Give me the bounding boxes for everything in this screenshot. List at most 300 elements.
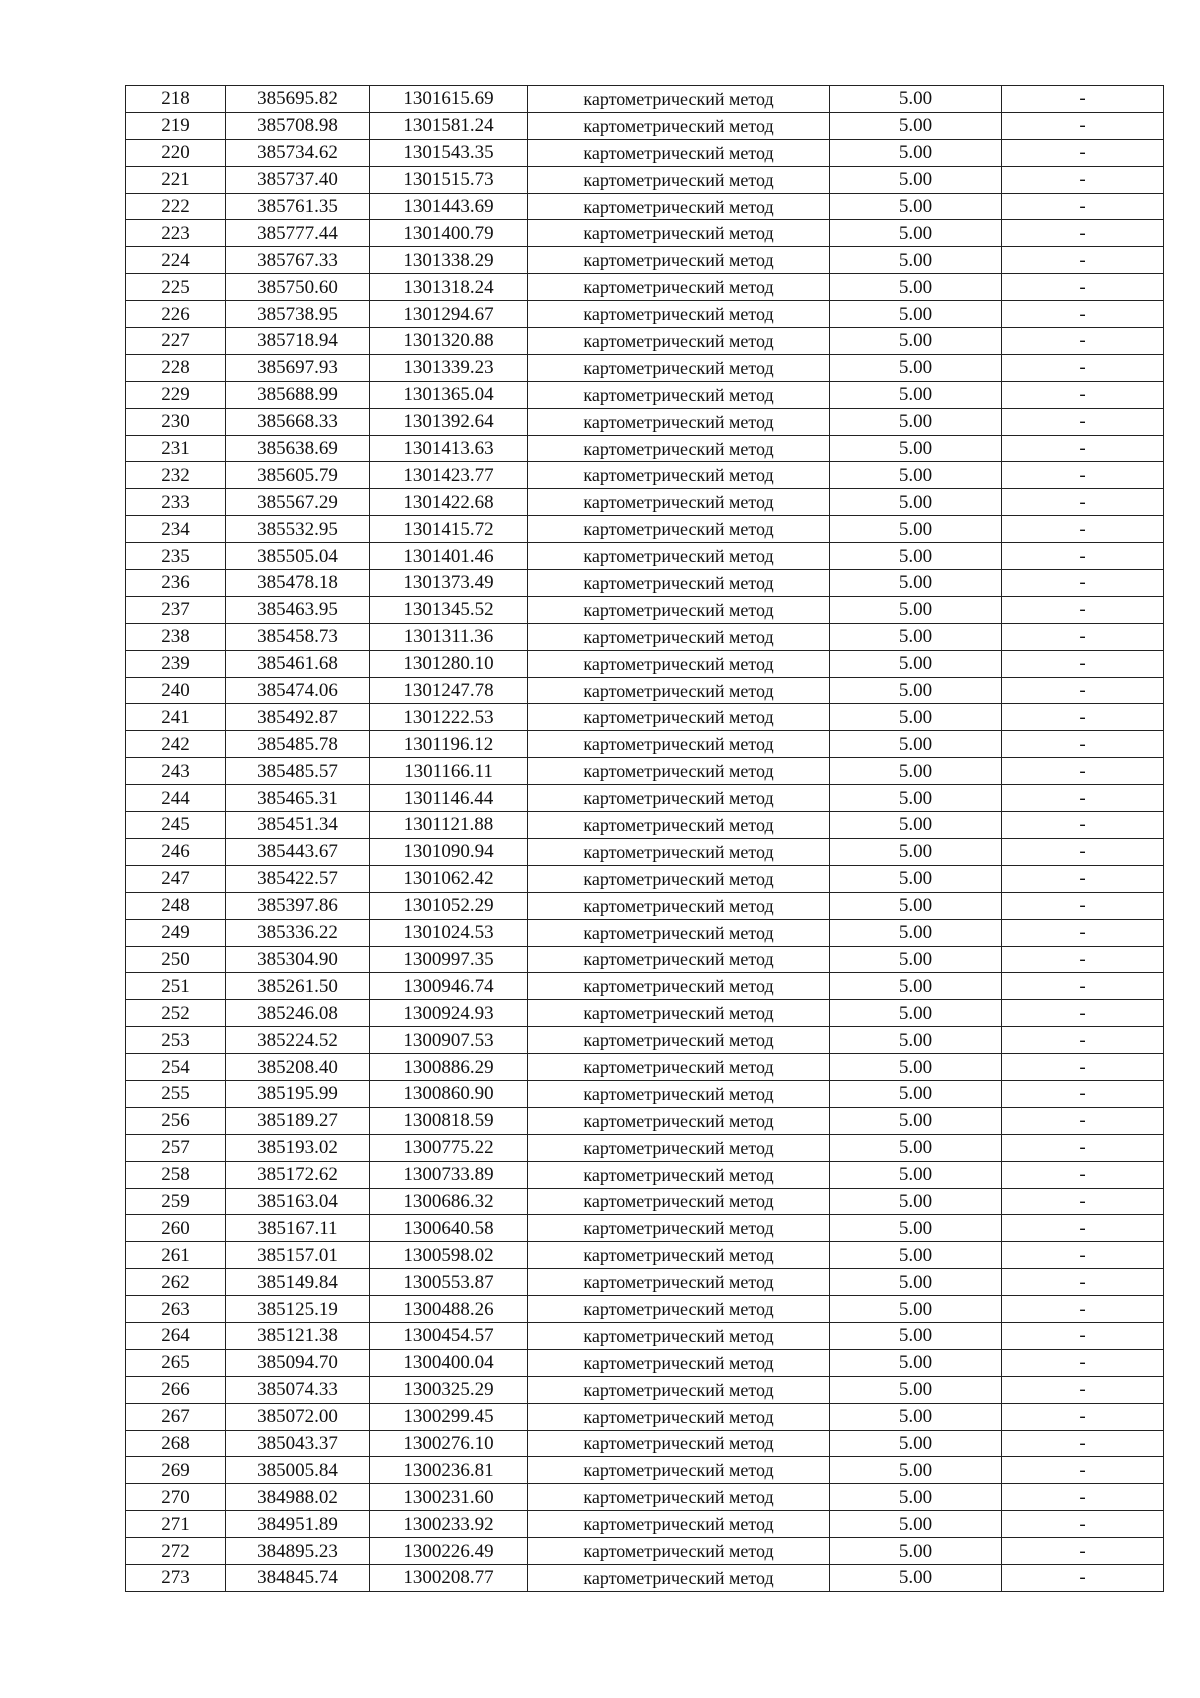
point-number-cell: 272 <box>126 1538 226 1565</box>
y-coordinate-cell: 1301311.36 <box>370 623 528 650</box>
y-coordinate-cell: 1301320.88 <box>370 328 528 355</box>
method-cell: картометрический метод <box>528 1269 830 1296</box>
accuracy-cell: 5.00 <box>830 1054 1002 1081</box>
table-row <box>126 1349 1164 1376</box>
point-number-cell: 253 <box>126 1027 226 1054</box>
x-coordinate-cell: 385505.04 <box>226 543 370 570</box>
x-coordinate-cell: 385478.18 <box>226 570 370 597</box>
y-coordinate-cell: 1300640.58 <box>370 1215 528 1242</box>
table-row <box>126 758 1164 785</box>
point-number-cell: 248 <box>126 892 226 919</box>
y-coordinate-cell: 1301422.68 <box>370 489 528 516</box>
table-row <box>126 1000 1164 1027</box>
note-cell: - <box>1002 301 1164 328</box>
table-row <box>126 865 1164 892</box>
table-row <box>126 247 1164 274</box>
y-coordinate-cell: 1300454.57 <box>370 1322 528 1349</box>
note-cell: - <box>1002 1430 1164 1457</box>
accuracy-cell: 5.00 <box>830 1349 1002 1376</box>
point-number-cell: 266 <box>126 1376 226 1403</box>
x-coordinate-cell: 385304.90 <box>226 946 370 973</box>
x-coordinate-cell: 385074.33 <box>226 1376 370 1403</box>
table-row <box>126 543 1164 570</box>
table-row <box>126 570 1164 597</box>
x-coordinate-cell: 385336.22 <box>226 919 370 946</box>
method-cell: картометрический метод <box>528 1242 830 1269</box>
accuracy-cell: 5.00 <box>830 1242 1002 1269</box>
method-cell: картометрический метод <box>528 1376 830 1403</box>
table-row <box>126 1188 1164 1215</box>
method-cell: картометрический метод <box>528 1161 830 1188</box>
y-coordinate-cell: 1301345.52 <box>370 596 528 623</box>
x-coordinate-cell: 385485.57 <box>226 758 370 785</box>
note-cell: - <box>1002 1511 1164 1538</box>
accuracy-cell: 5.00 <box>830 623 1002 650</box>
x-coordinate-cell: 385718.94 <box>226 328 370 355</box>
method-cell: картометрический метод <box>528 408 830 435</box>
table-row <box>126 408 1164 435</box>
x-coordinate-cell: 385157.01 <box>226 1242 370 1269</box>
note-cell: - <box>1002 677 1164 704</box>
x-coordinate-cell: 385638.69 <box>226 435 370 462</box>
method-cell: картометрический метод <box>528 785 830 812</box>
x-coordinate-cell: 385668.33 <box>226 408 370 435</box>
y-coordinate-cell: 1301365.04 <box>370 381 528 408</box>
x-coordinate-cell: 385072.00 <box>226 1403 370 1430</box>
point-number-cell: 252 <box>126 1000 226 1027</box>
point-number-cell: 232 <box>126 462 226 489</box>
accuracy-cell: 5.00 <box>830 1430 1002 1457</box>
table-row <box>126 973 1164 1000</box>
point-number-cell: 254 <box>126 1054 226 1081</box>
method-cell: картометрический метод <box>528 758 830 785</box>
method-cell: картометрический метод <box>528 301 830 328</box>
table-row <box>126 1564 1164 1591</box>
note-cell: - <box>1002 489 1164 516</box>
y-coordinate-cell: 1300860.90 <box>370 1080 528 1107</box>
method-cell: картометрический метод <box>528 543 830 570</box>
accuracy-cell: 5.00 <box>830 1269 1002 1296</box>
x-coordinate-cell: 385738.95 <box>226 301 370 328</box>
x-coordinate-cell: 384988.02 <box>226 1484 370 1511</box>
y-coordinate-cell: 1300733.89 <box>370 1161 528 1188</box>
point-number-cell: 219 <box>126 112 226 139</box>
method-cell: картометрический метод <box>528 1484 830 1511</box>
x-coordinate-cell: 385167.11 <box>226 1215 370 1242</box>
point-number-cell: 230 <box>126 408 226 435</box>
note-cell: - <box>1002 1538 1164 1565</box>
y-coordinate-cell: 1301222.53 <box>370 704 528 731</box>
table-row <box>126 1322 1164 1349</box>
note-cell: - <box>1002 1269 1164 1296</box>
point-number-cell: 231 <box>126 435 226 462</box>
note-cell: - <box>1002 435 1164 462</box>
method-cell: картометрический метод <box>528 193 830 220</box>
note-cell: - <box>1002 1322 1164 1349</box>
accuracy-cell: 5.00 <box>830 919 1002 946</box>
table-row <box>126 1027 1164 1054</box>
accuracy-cell: 5.00 <box>830 193 1002 220</box>
y-coordinate-cell: 1300997.35 <box>370 946 528 973</box>
point-number-cell: 249 <box>126 919 226 946</box>
y-coordinate-cell: 1301415.72 <box>370 516 528 543</box>
y-coordinate-cell: 1301615.69 <box>370 86 528 113</box>
note-cell: - <box>1002 381 1164 408</box>
method-cell: картометрический метод <box>528 1027 830 1054</box>
method-cell: картометрический метод <box>528 596 830 623</box>
x-coordinate-cell: 385532.95 <box>226 516 370 543</box>
table-row <box>126 596 1164 623</box>
y-coordinate-cell: 1300946.74 <box>370 973 528 1000</box>
table-row <box>126 1403 1164 1430</box>
table-row <box>126 677 1164 704</box>
accuracy-cell: 5.00 <box>830 435 1002 462</box>
accuracy-cell: 5.00 <box>830 758 1002 785</box>
point-number-cell: 218 <box>126 86 226 113</box>
method-cell: картометрический метод <box>528 247 830 274</box>
x-coordinate-cell: 385567.29 <box>226 489 370 516</box>
point-number-cell: 270 <box>126 1484 226 1511</box>
accuracy-cell: 5.00 <box>830 381 1002 408</box>
x-coordinate-cell: 385605.79 <box>226 462 370 489</box>
x-coordinate-cell: 385125.19 <box>226 1296 370 1323</box>
y-coordinate-cell: 1300886.29 <box>370 1054 528 1081</box>
point-number-cell: 246 <box>126 838 226 865</box>
x-coordinate-cell: 385461.68 <box>226 650 370 677</box>
note-cell: - <box>1002 812 1164 839</box>
x-coordinate-cell: 385422.57 <box>226 865 370 892</box>
accuracy-cell: 5.00 <box>830 973 1002 1000</box>
x-coordinate-cell: 385695.82 <box>226 86 370 113</box>
table-row <box>126 220 1164 247</box>
x-coordinate-cell: 385443.67 <box>226 838 370 865</box>
note-cell: - <box>1002 919 1164 946</box>
x-coordinate-cell: 385172.62 <box>226 1161 370 1188</box>
y-coordinate-cell: 1300924.93 <box>370 1000 528 1027</box>
accuracy-cell: 5.00 <box>830 516 1002 543</box>
y-coordinate-cell: 1301062.42 <box>370 865 528 892</box>
note-cell: - <box>1002 543 1164 570</box>
y-coordinate-cell: 1300276.10 <box>370 1430 528 1457</box>
note-cell: - <box>1002 892 1164 919</box>
method-cell: картометрический метод <box>528 1349 830 1376</box>
y-coordinate-cell: 1300233.92 <box>370 1511 528 1538</box>
note-cell: - <box>1002 973 1164 1000</box>
x-coordinate-cell: 385043.37 <box>226 1430 370 1457</box>
y-coordinate-cell: 1301196.12 <box>370 731 528 758</box>
method-cell: картометрический метод <box>528 1296 830 1323</box>
y-coordinate-cell: 1300226.49 <box>370 1538 528 1565</box>
y-coordinate-cell: 1301338.29 <box>370 247 528 274</box>
table-row <box>126 650 1164 677</box>
accuracy-cell: 5.00 <box>830 247 1002 274</box>
method-cell: картометрический метод <box>528 704 830 731</box>
method-cell: картометрический метод <box>528 1457 830 1484</box>
accuracy-cell: 5.00 <box>830 785 1002 812</box>
accuracy-cell: 5.00 <box>830 865 1002 892</box>
table-row <box>126 462 1164 489</box>
y-coordinate-cell: 1301392.64 <box>370 408 528 435</box>
method-cell: картометрический метод <box>528 812 830 839</box>
method-cell: картометрический метод <box>528 1564 830 1591</box>
point-number-cell: 271 <box>126 1511 226 1538</box>
x-coordinate-cell: 384951.89 <box>226 1511 370 1538</box>
note-cell: - <box>1002 193 1164 220</box>
note-cell: - <box>1002 462 1164 489</box>
y-coordinate-cell: 1301413.63 <box>370 435 528 462</box>
table-row <box>126 1269 1164 1296</box>
x-coordinate-cell: 385193.02 <box>226 1134 370 1161</box>
y-coordinate-cell: 1301401.46 <box>370 543 528 570</box>
method-cell: картометрический метод <box>528 650 830 677</box>
method-cell: картометрический метод <box>528 274 830 301</box>
point-number-cell: 236 <box>126 570 226 597</box>
point-number-cell: 247 <box>126 865 226 892</box>
point-number-cell: 267 <box>126 1403 226 1430</box>
x-coordinate-cell: 385485.78 <box>226 731 370 758</box>
method-cell: картометрический метод <box>528 220 830 247</box>
table-row <box>126 193 1164 220</box>
table-row <box>126 86 1164 113</box>
x-coordinate-cell: 385767.33 <box>226 247 370 274</box>
table-row <box>126 1161 1164 1188</box>
note-cell: - <box>1002 1054 1164 1081</box>
y-coordinate-cell: 1301146.44 <box>370 785 528 812</box>
table-row <box>126 139 1164 166</box>
accuracy-cell: 5.00 <box>830 1000 1002 1027</box>
x-coordinate-cell: 385492.87 <box>226 704 370 731</box>
point-number-cell: 228 <box>126 354 226 381</box>
point-number-cell: 269 <box>126 1457 226 1484</box>
y-coordinate-cell: 1301373.49 <box>370 570 528 597</box>
method-cell: картометрический метод <box>528 112 830 139</box>
method-cell: картометрический метод <box>528 1107 830 1134</box>
y-coordinate-cell: 1300236.81 <box>370 1457 528 1484</box>
table-row <box>126 112 1164 139</box>
x-coordinate-cell: 385094.70 <box>226 1349 370 1376</box>
point-number-cell: 264 <box>126 1322 226 1349</box>
note-cell: - <box>1002 328 1164 355</box>
table-row <box>126 785 1164 812</box>
x-coordinate-cell: 385246.08 <box>226 1000 370 1027</box>
table-row <box>126 1511 1164 1538</box>
table-row <box>126 1376 1164 1403</box>
point-number-cell: 222 <box>126 193 226 220</box>
method-cell: картометрический метод <box>528 946 830 973</box>
method-cell: картометрический метод <box>528 1322 830 1349</box>
table-row <box>126 516 1164 543</box>
table-row <box>126 166 1164 193</box>
table-row <box>126 489 1164 516</box>
table-row <box>126 354 1164 381</box>
point-number-cell: 229 <box>126 381 226 408</box>
method-cell: картометрический метод <box>528 865 830 892</box>
point-number-cell: 241 <box>126 704 226 731</box>
method-cell: картометрический метод <box>528 435 830 462</box>
method-cell: картометрический метод <box>528 838 830 865</box>
accuracy-cell: 5.00 <box>830 1376 1002 1403</box>
note-cell: - <box>1002 1188 1164 1215</box>
accuracy-cell: 5.00 <box>830 354 1002 381</box>
note-cell: - <box>1002 1296 1164 1323</box>
accuracy-cell: 5.00 <box>830 731 1002 758</box>
method-cell: картометрический метод <box>528 516 830 543</box>
y-coordinate-cell: 1300775.22 <box>370 1134 528 1161</box>
method-cell: картометрический метод <box>528 973 830 1000</box>
note-cell: - <box>1002 731 1164 758</box>
note-cell: - <box>1002 570 1164 597</box>
point-number-cell: 262 <box>126 1269 226 1296</box>
note-cell: - <box>1002 1484 1164 1511</box>
accuracy-cell: 5.00 <box>830 1188 1002 1215</box>
x-coordinate-cell: 385697.93 <box>226 354 370 381</box>
y-coordinate-cell: 1301294.67 <box>370 301 528 328</box>
point-number-cell: 268 <box>126 1430 226 1457</box>
point-number-cell: 255 <box>126 1080 226 1107</box>
x-coordinate-cell: 384845.74 <box>226 1564 370 1591</box>
method-cell: картометрический метод <box>528 919 830 946</box>
point-number-cell: 237 <box>126 596 226 623</box>
accuracy-cell: 5.00 <box>830 677 1002 704</box>
y-coordinate-cell: 1300208.77 <box>370 1564 528 1591</box>
accuracy-cell: 5.00 <box>830 946 1002 973</box>
accuracy-cell: 5.00 <box>830 220 1002 247</box>
method-cell: картометрический метод <box>528 892 830 919</box>
accuracy-cell: 5.00 <box>830 1322 1002 1349</box>
note-cell: - <box>1002 1107 1164 1134</box>
note-cell: - <box>1002 516 1164 543</box>
accuracy-cell: 5.00 <box>830 408 1002 435</box>
x-coordinate-cell: 385734.62 <box>226 139 370 166</box>
x-coordinate-cell: 385121.38 <box>226 1322 370 1349</box>
table-row <box>126 1457 1164 1484</box>
accuracy-cell: 5.00 <box>830 1134 1002 1161</box>
note-cell: - <box>1002 838 1164 865</box>
accuracy-cell: 5.00 <box>830 1457 1002 1484</box>
note-cell: - <box>1002 139 1164 166</box>
table-row <box>126 704 1164 731</box>
table-row <box>126 623 1164 650</box>
accuracy-cell: 5.00 <box>830 1403 1002 1430</box>
note-cell: - <box>1002 650 1164 677</box>
x-coordinate-cell: 385189.27 <box>226 1107 370 1134</box>
note-cell: - <box>1002 704 1164 731</box>
note-cell: - <box>1002 86 1164 113</box>
point-number-cell: 263 <box>126 1296 226 1323</box>
accuracy-cell: 5.00 <box>830 1564 1002 1591</box>
table-row <box>126 892 1164 919</box>
note-cell: - <box>1002 785 1164 812</box>
note-cell: - <box>1002 1080 1164 1107</box>
method-cell: картометрический метод <box>528 381 830 408</box>
y-coordinate-cell: 1300299.45 <box>370 1403 528 1430</box>
y-coordinate-cell: 1301423.77 <box>370 462 528 489</box>
note-cell: - <box>1002 1027 1164 1054</box>
accuracy-cell: 5.00 <box>830 301 1002 328</box>
accuracy-cell: 5.00 <box>830 650 1002 677</box>
accuracy-cell: 5.00 <box>830 274 1002 301</box>
x-coordinate-cell: 385149.84 <box>226 1269 370 1296</box>
point-number-cell: 238 <box>126 623 226 650</box>
y-coordinate-cell: 1301247.78 <box>370 677 528 704</box>
x-coordinate-cell: 385451.34 <box>226 812 370 839</box>
point-number-cell: 265 <box>126 1349 226 1376</box>
note-cell: - <box>1002 408 1164 435</box>
accuracy-cell: 5.00 <box>830 462 1002 489</box>
y-coordinate-cell: 1301121.88 <box>370 812 528 839</box>
y-coordinate-cell: 1300488.26 <box>370 1296 528 1323</box>
accuracy-cell: 5.00 <box>830 543 1002 570</box>
point-number-cell: 220 <box>126 139 226 166</box>
y-coordinate-cell: 1300325.29 <box>370 1376 528 1403</box>
method-cell: картометрический метод <box>528 489 830 516</box>
x-coordinate-cell: 385005.84 <box>226 1457 370 1484</box>
point-number-cell: 242 <box>126 731 226 758</box>
x-coordinate-cell: 385688.99 <box>226 381 370 408</box>
note-cell: - <box>1002 220 1164 247</box>
method-cell: картометрический метод <box>528 1430 830 1457</box>
table-row <box>126 328 1164 355</box>
note-cell: - <box>1002 112 1164 139</box>
note-cell: - <box>1002 1376 1164 1403</box>
table-row <box>126 1215 1164 1242</box>
y-coordinate-cell: 1301400.79 <box>370 220 528 247</box>
y-coordinate-cell: 1301515.73 <box>370 166 528 193</box>
note-cell: - <box>1002 1349 1164 1376</box>
accuracy-cell: 5.00 <box>830 1107 1002 1134</box>
x-coordinate-cell: 385750.60 <box>226 274 370 301</box>
point-number-cell: 258 <box>126 1161 226 1188</box>
x-coordinate-cell: 385163.04 <box>226 1188 370 1215</box>
table-row <box>126 838 1164 865</box>
y-coordinate-cell: 1301543.35 <box>370 139 528 166</box>
point-number-cell: 227 <box>126 328 226 355</box>
y-coordinate-cell: 1301052.29 <box>370 892 528 919</box>
point-number-cell: 250 <box>126 946 226 973</box>
point-number-cell: 259 <box>126 1188 226 1215</box>
point-number-cell: 225 <box>126 274 226 301</box>
method-cell: картометрический метод <box>528 1215 830 1242</box>
method-cell: картометрический метод <box>528 1403 830 1430</box>
note-cell: - <box>1002 865 1164 892</box>
accuracy-cell: 5.00 <box>830 166 1002 193</box>
x-coordinate-cell: 385458.73 <box>226 623 370 650</box>
x-coordinate-cell: 385208.40 <box>226 1054 370 1081</box>
accuracy-cell: 5.00 <box>830 1511 1002 1538</box>
y-coordinate-cell: 1300818.59 <box>370 1107 528 1134</box>
table-row <box>126 1484 1164 1511</box>
accuracy-cell: 5.00 <box>830 112 1002 139</box>
table-row <box>126 1242 1164 1269</box>
point-number-cell: 223 <box>126 220 226 247</box>
accuracy-cell: 5.00 <box>830 704 1002 731</box>
point-number-cell: 245 <box>126 812 226 839</box>
x-coordinate-cell: 385463.95 <box>226 596 370 623</box>
point-number-cell: 256 <box>126 1107 226 1134</box>
note-cell: - <box>1002 1134 1164 1161</box>
note-cell: - <box>1002 1215 1164 1242</box>
point-number-cell: 224 <box>126 247 226 274</box>
x-coordinate-cell: 385397.86 <box>226 892 370 919</box>
point-number-cell: 257 <box>126 1134 226 1161</box>
note-cell: - <box>1002 758 1164 785</box>
note-cell: - <box>1002 1161 1164 1188</box>
y-coordinate-cell: 1301280.10 <box>370 650 528 677</box>
y-coordinate-cell: 1301090.94 <box>370 838 528 865</box>
table-row <box>126 1296 1164 1323</box>
table-row <box>126 1430 1164 1457</box>
method-cell: картометрический метод <box>528 677 830 704</box>
